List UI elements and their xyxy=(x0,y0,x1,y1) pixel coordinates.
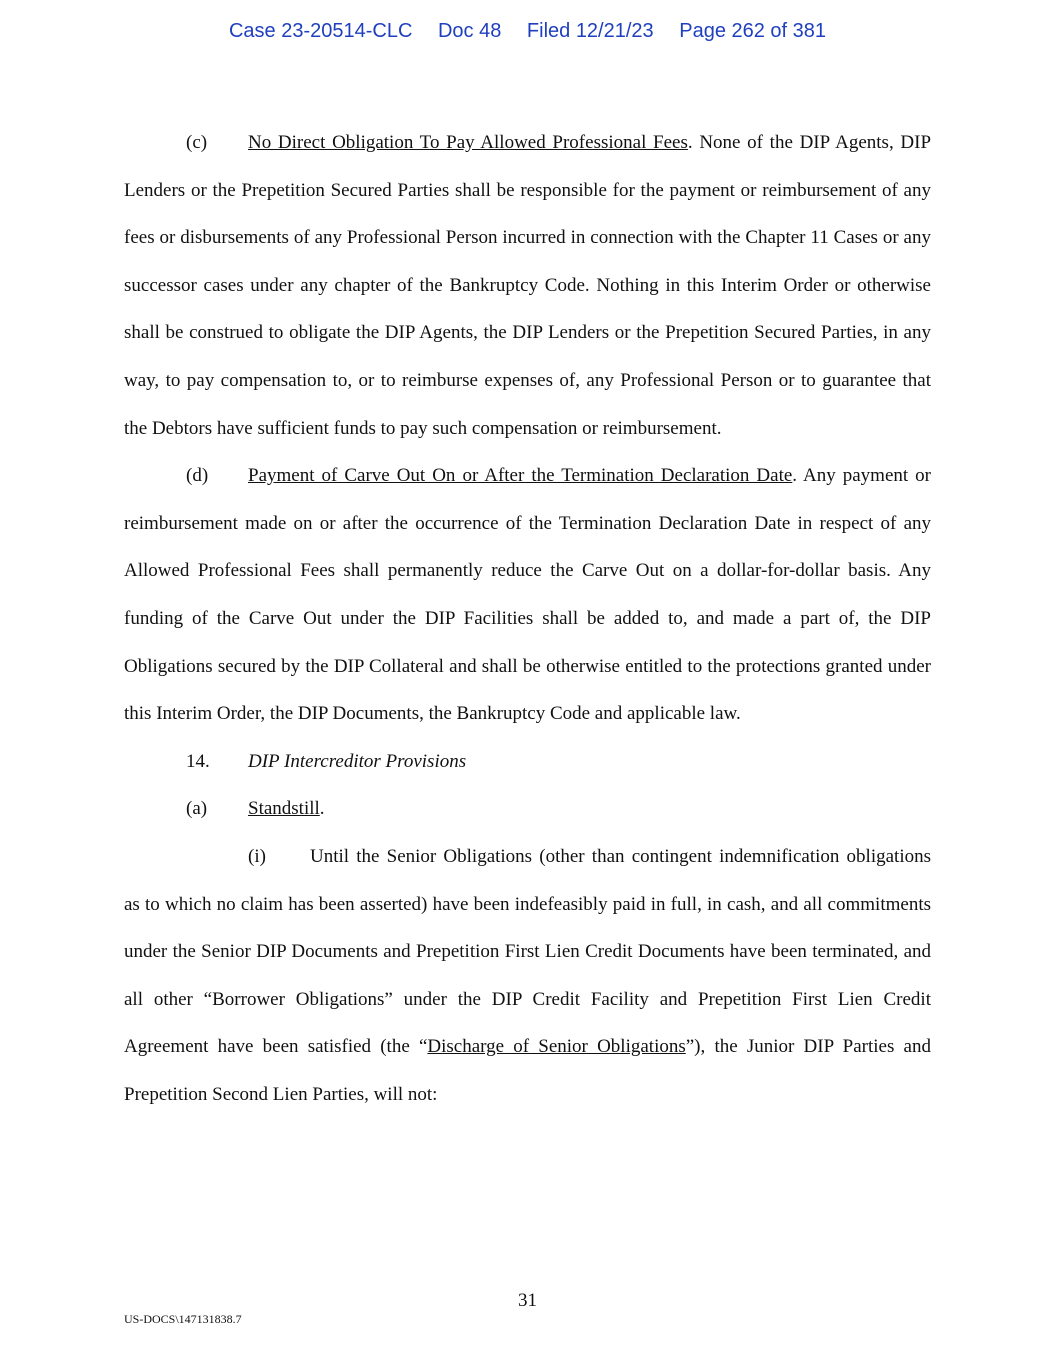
paragraph-c xyxy=(124,119,931,452)
page-number: 31 xyxy=(518,1290,537,1311)
subparagraph-label: (i) xyxy=(248,845,266,867)
subparagraph-i xyxy=(124,833,931,1119)
paragraph-heading: No Direct Obligation To Pay Allowed Professional Fees xyxy=(248,132,688,153)
filed-date: Filed 12/21/23 xyxy=(526,20,654,42)
case-number: Case 23-20514-CLC xyxy=(228,20,413,42)
paragraph-heading: Payment of Carve Out On or After the Termination Declaration Date xyxy=(248,465,793,487)
paragraph-text: . Any payment or reimbursement made on or after the occurrence of the Termination Declaration Date in respect of any Allowed Professional Fees shall permanently reduce the Carve Out on a dollar-for-dollar basis. Any funding of the Carve Out under the DIP Facilities shall be added to, and made a part of, the DIP Obligations secured by the DIP Collateral and shall be otherwise entitled to the protections granted under this Interim Order, the DIP Documents, the Bankruptcy Code and applicable law. xyxy=(124,465,931,725)
document-body xyxy=(124,119,931,1118)
paragraph-text: . xyxy=(319,798,325,820)
subparagraph-text-before: Until the Senior Obligations (other than contingent indemnification obligations as to which no claim has been asserted) have been indefeasibly paid in full, in cash, and all commitments under the Senior DIP Documents and Prepetition First Lien Credit Documents have been terminated, and all other “Borrower Obligations” under the DIP Credit Facility and Prepetition First Lien Credit Agreement have been satisfied (the “ xyxy=(124,845,931,1058)
section-number: 14. xyxy=(186,750,210,772)
section-title: DIP Intercreditor Provisions xyxy=(248,750,467,772)
court-filing-header xyxy=(0,20,1055,43)
paragraph-label: (a) xyxy=(186,798,208,820)
docket-number: Doc 48 xyxy=(437,20,502,42)
paragraph-a xyxy=(124,785,931,833)
document-id: US-DOCS\147131838.7 xyxy=(124,1312,242,1326)
paragraph-d xyxy=(124,452,931,738)
section-14-heading xyxy=(124,738,931,786)
defined-term: Discharge of Senior Obligations xyxy=(427,1036,686,1058)
subparagraph-text-after: ”), the Junior DIP Parties and Prepetition Second Lien Parties, will not: xyxy=(124,1036,931,1105)
page-count: Page 262 of 381 xyxy=(679,20,827,42)
paragraph-label: (c) xyxy=(186,132,208,153)
paragraph-label: (d) xyxy=(186,465,209,487)
paragraph-heading: Standstill xyxy=(248,798,320,820)
paragraph-text: . None of the DIP Agents, DIP Lenders or the Prepetition Secured Parties shall be responsible for the payment or reimbursement of any fees or disbursements of any Professional Person incurred in connection with the Chapter 11 Cases or any successor cases under any chapter of the Bankruptcy Code. Nothing in this Interim Order or otherwise shall be construed to obligate the DIP Agents, the DIP Lenders or the Prepetition Secured Parties, in any way, to pay compensation to, or to reimburse expenses of, any Professional Person or to guarantee that the Debtors have sufficient funds to pay such compensation or reimbursement. xyxy=(124,132,932,439)
